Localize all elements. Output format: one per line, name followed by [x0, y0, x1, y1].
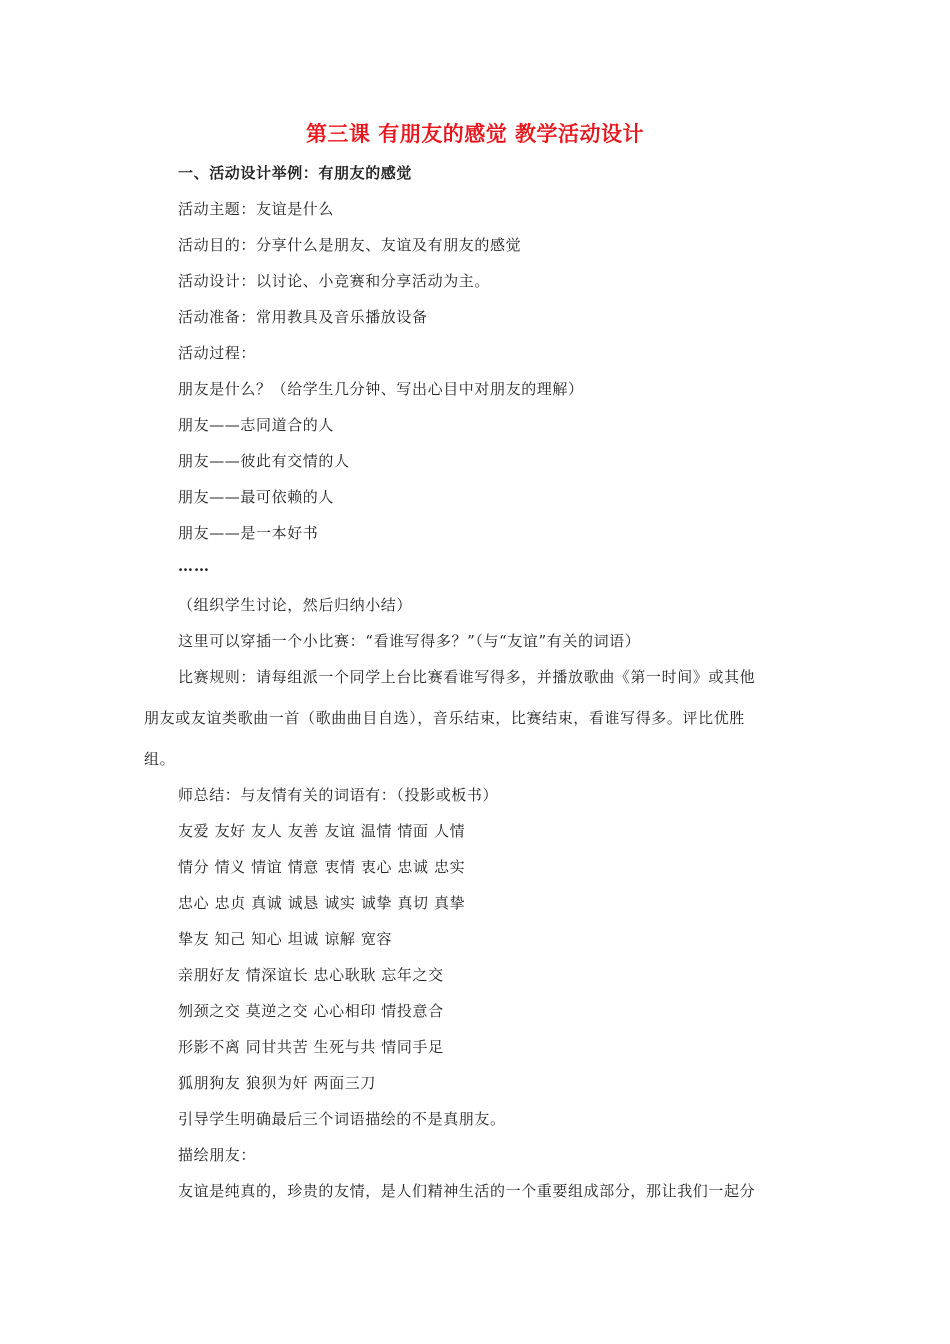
- friendship-paragraph: 友谊是纯真的，珍贵的友情，是人们精神生活的一个重要组成部分，那让我们一起分: [178, 1182, 756, 1200]
- word-row: 友爱 友好 友人 友善 友谊 温情 情面 人情: [178, 822, 466, 840]
- contest-rules: 朋友或友谊类歌曲一首（歌曲曲目自选），音乐结束，比赛结束，看谁写得多。评比优胜: [144, 709, 745, 727]
- word-row: 挚友 知己 知心 坦诚 谅解 宽容: [178, 930, 393, 948]
- word-row: 忠心 忠贞 真诚 诚恳 诚实 诚挚 真切 真挚: [178, 894, 466, 912]
- word-row: 刎颈之交 莫逆之交 心心相印 情投意合: [178, 1002, 444, 1020]
- teacher-summary: 师总结：与友情有关的词语有：（投影或板书）: [178, 786, 499, 804]
- activity-design: 活动设计：以讨论、小竞赛和分享活动为主。: [178, 272, 491, 290]
- activity-purpose: 活动目的：分享什么是朋友、友谊及有朋友的感觉: [178, 236, 522, 254]
- friend-definition: 朋友——彼此有交情的人: [178, 452, 350, 470]
- section-heading: 一、活动设计举例：有朋友的感觉: [178, 164, 413, 182]
- contest-rules: 组。: [144, 750, 176, 768]
- word-row: 亲朋好友 情深谊长 忠心耿耿 忘年之交: [178, 966, 444, 984]
- activity-preparation: 活动准备：常用教具及音乐播放设备: [178, 308, 428, 326]
- friend-question: 朋友是什么？（给学生几分钟、写出心目中对朋友的理解）: [178, 380, 584, 398]
- contest-intro: 这里可以穿插一个小比赛：“看谁写得多？”（与“友谊”有关的词语）: [178, 632, 641, 650]
- guide-note: 引导学生明确最后三个词语描绘的不是真朋友。: [178, 1110, 506, 1128]
- contest-rules: 比赛规则：请每组派一个同学上台比赛看谁写得多，并播放歌曲《第一时间》或其他: [178, 668, 756, 686]
- friend-definition: 朋友——最可依赖的人: [178, 488, 335, 506]
- activity-theme: 活动主题：友谊是什么: [178, 200, 335, 218]
- discussion-note: （组织学生讨论，然后归纳小结）: [178, 596, 413, 614]
- friend-definition: 朋友——志同道合的人: [178, 416, 335, 434]
- friend-definition: 朋友——是一本好书: [178, 524, 319, 542]
- word-row: 狐朋狗友 狼狈为奸 两面三刀: [178, 1074, 376, 1092]
- activity-process: 活动过程：: [178, 344, 257, 362]
- ellipsis: ……: [178, 557, 210, 575]
- document-title: 第三课 有朋友的感觉 教学活动设计: [305, 122, 645, 146]
- word-row: 形影不离 同甘共苦 生死与共 情同手足: [178, 1038, 444, 1056]
- describe-friend: 描绘朋友：: [178, 1146, 257, 1164]
- word-row: 情分 情义 情谊 情意 衷情 衷心 忠诚 忠实: [178, 858, 466, 876]
